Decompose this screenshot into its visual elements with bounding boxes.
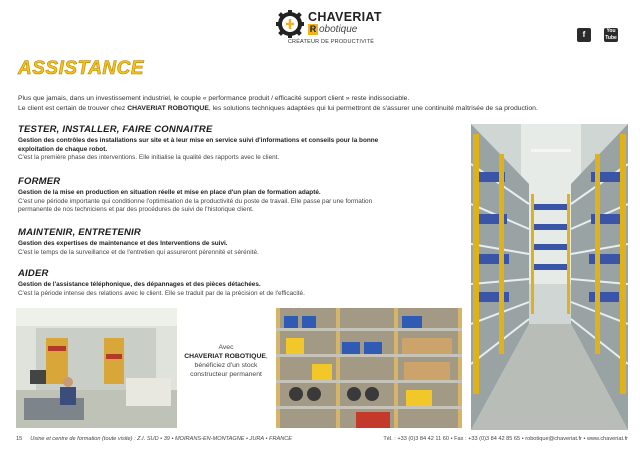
brand-robotique: obotique xyxy=(319,24,358,35)
section-heading: FORMER xyxy=(18,176,61,187)
caption-brand: CHAVERIAT ROBOTIQUE xyxy=(184,353,266,360)
footer-address-text: Usine et centre de formation (toute visite) : Z.I. SUD • 39 • MOIRANS-EN-MONTAGNE • JURA • FRANCE xyxy=(30,436,293,442)
section-heading: TESTER, INSTALLER, FAIRE CONNAITRE xyxy=(18,124,213,135)
section-heading: MAINTENIR, ENTRETENIR xyxy=(18,227,141,238)
training-office-photo xyxy=(16,308,177,428)
warehouse-aisle-photo xyxy=(471,124,628,430)
brand-subtitle xyxy=(308,24,357,35)
brand-name: CHAVERIAT xyxy=(308,10,382,24)
intro-text-end: , les solutions techniques adaptées qui lui permettront de s'assurer une continuité maîtrisée de sa production. xyxy=(208,104,538,112)
section-text-line: permanente de nos techniciens et par des procédures de suivi de l'historique client. xyxy=(18,206,254,214)
section-text-line: C'est une période importante qui conditionne l'optimisation de la productivité du poste de travail. Elle passe par une formation xyxy=(18,197,373,205)
page-number: 15 xyxy=(16,436,23,442)
caption-line: constructeur permanent xyxy=(190,371,262,378)
parts-shelving-photo xyxy=(276,308,462,428)
footer-contact: Tél. : +33 (0)3 84 42 11 60 • Fax : +33 (0)3 84 42 85 65 • robotique@chaveriat.fr • www.chaveriat.fr xyxy=(383,436,628,442)
youtube-icon[interactable]: You Tube xyxy=(605,28,617,41)
warehouse-aisle-image xyxy=(471,124,628,430)
section-bold-line: Gestion de l'assistance téléphonique, des dépannages et des pièces détachées. xyxy=(18,281,261,288)
section-bold-line: Gestion des expertises de maintenance et des Interventions de suivi. xyxy=(18,240,228,247)
facebook-icon[interactable]: f xyxy=(577,28,591,42)
caption-line: Avec xyxy=(218,344,234,351)
shelving-image xyxy=(276,308,462,428)
section-former xyxy=(18,176,458,215)
brand-r-letter: R xyxy=(309,24,317,34)
intro-paragraph xyxy=(18,94,578,113)
footer-address xyxy=(16,436,292,442)
gear-logo-icon xyxy=(276,10,304,38)
section-text-line: C'est le temps de la surveillance et de l'entretien qui assureront pérennité et sérénité. xyxy=(18,248,259,256)
brand-tagline: CRÉATEUR DE PRODUCTIVITÉ xyxy=(287,39,375,45)
section-maintenir xyxy=(18,227,458,257)
section-aider xyxy=(18,268,458,298)
intro-text: Le client est certain de trouver chez xyxy=(18,104,128,112)
section-tester xyxy=(18,124,458,163)
stock-caption xyxy=(181,343,271,379)
intro-brand: CHAVERIAT ROBOTIQUE xyxy=(127,104,209,112)
section-bold-line: Gestion des contrôles des installations sur site et à leur mise en service suivi d'informations et conseils pour la bonne xyxy=(18,137,379,144)
intro-line-2 xyxy=(18,104,578,114)
section-text-line: C'est la période intense des relations avec le client. Elle se traduit par de la précision et de l'efficacité. xyxy=(18,289,305,297)
page-title: ASSISTANCE xyxy=(18,58,145,79)
brand-logo xyxy=(276,8,386,48)
section-heading: AIDER xyxy=(18,268,49,279)
intro-line-1: Plus que jamais, dans un investissement industriel, le couple « performance produit / efficacité support client » reste indissociable. xyxy=(18,95,410,102)
office-image xyxy=(16,308,177,428)
section-bold-line: Gestion de la mise en production en situation réelle et mise en place d'un plan de formation adapté. xyxy=(18,189,321,196)
caption-line: , bénéficiez d'un stock xyxy=(194,353,268,369)
section-bold-line: exploitation de chaque robot. xyxy=(18,145,108,153)
section-text-line: C'est la première phase des interventions. Elle initialise la qualité des rapports avec le client. xyxy=(18,154,280,162)
